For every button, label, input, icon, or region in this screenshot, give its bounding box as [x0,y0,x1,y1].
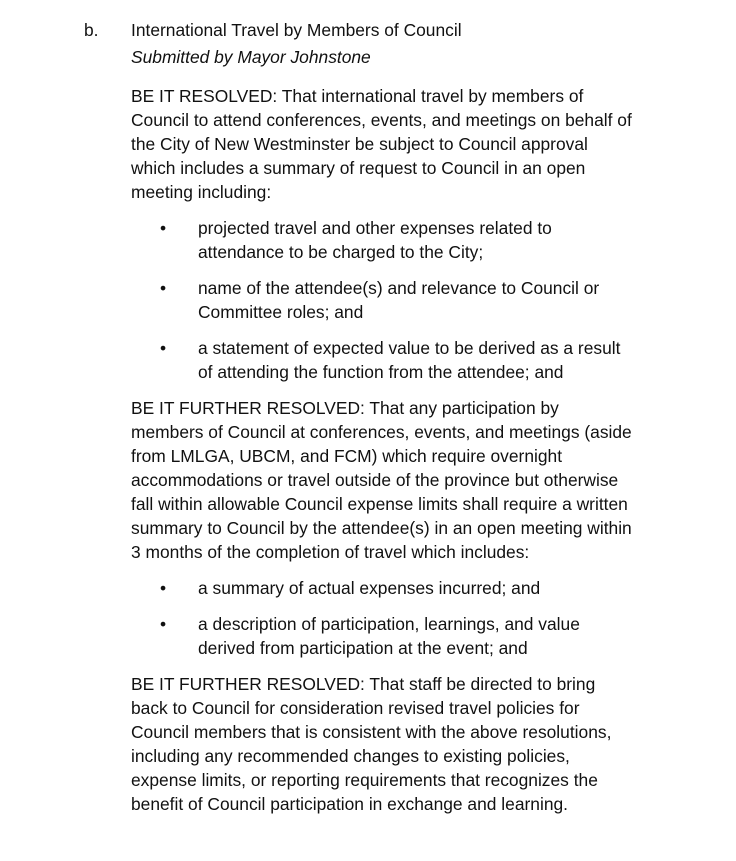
list-item-text: name of the attendee(s) and relevance to Council or Committee roles; and [198,278,600,322]
bullet-icon: • [160,278,167,298]
resolution-body [131,84,636,828]
list-item-text: a description of participation, learnings, and value derived from participation at the event; and [198,614,580,658]
list-item-text: a summary of actual expenses incurred; and [198,578,541,598]
resolution-2-list [131,576,636,660]
item-title: International Travel by Members of Council [131,20,462,40]
bullet-icon: • [160,614,167,634]
resolution-1-text: BE IT RESOLVED: That international travel by members of Council to attend conferences, events, and meetings on behalf of the City of New Westminster be subject to Council approval which includes a summary of request to Council in an open meeting including: [131,86,632,202]
bullet-icon: • [160,218,167,238]
list-item-text: projected travel and other expenses related to attendance to be charged to the City; [198,218,552,262]
submitted-by: Submitted by Mayor Johnstone [131,47,371,67]
item-letter: b. [84,20,99,40]
list-item [131,336,636,384]
list-item [131,612,636,660]
bullet-icon: • [160,338,167,358]
bullet-icon: • [160,578,167,598]
list-item [131,276,636,324]
list-item-text: a statement of expected value to be derived as a result of attending the function from the attendee; and [198,338,621,382]
list-item [131,576,636,600]
resolution-1-list [131,216,636,384]
resolution-3-text: BE IT FURTHER RESOLVED: That staff be directed to bring back to Council for consideration revised travel policies for Council members that is consistent with the above resolutions, including any recommended changes to existing policies, expense limits, or reporting requirements that recognizes the benefit of Council participation in exchange and learning. [131,674,612,814]
list-item [131,216,636,264]
resolution-2-text: BE IT FURTHER RESOLVED: That any participation by members of Council at conferences, events, and meetings (aside from LMLGA, UBCM, and FCM) which require overnight accommodations or travel outside of the province but otherwise fall within allowable Council expense limits shall require a written summary to Council by the attendee(s) in an open meeting within 3 months of the completion of travel which includes: [131,398,632,562]
